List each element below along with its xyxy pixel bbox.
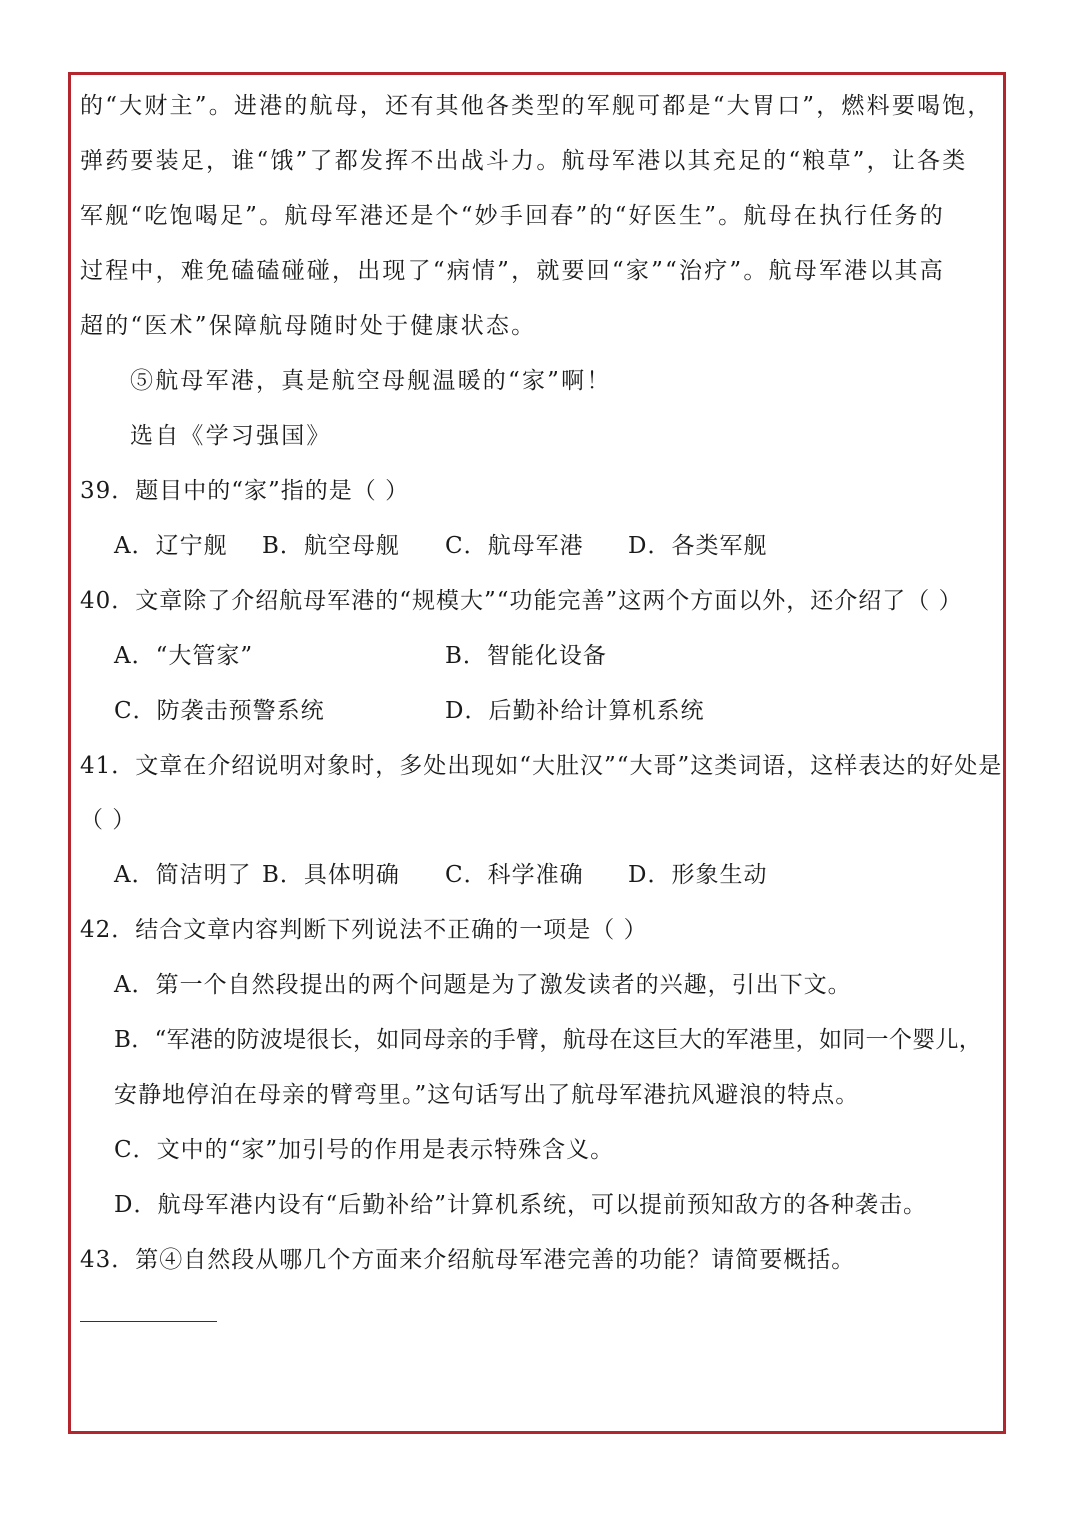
passage-line-4: 过程中，难免磕磕碰碰，出现了“病情”，就要回“家”“治疗”。航母军港以其高	[80, 258, 945, 284]
source-citation: 选自《学习强国》	[130, 423, 332, 449]
question-40-option-c: C．防袭击预警系统	[114, 698, 325, 724]
question-40-stem: 40．文章除了介绍航母军港的“规模大”“功能完善”这两个方面以外，还介绍了（ ）	[80, 588, 963, 614]
question-40-option-a: A．“大管家”	[114, 643, 254, 669]
question-41-option-d: D．形象生动	[628, 862, 768, 888]
passage-line-5: 超的“医术”保障航母随时处于健康状态。	[80, 313, 537, 339]
question-41-option-a: A．简洁明了	[114, 862, 252, 888]
question-42-option-b-continued: 安静地停泊在母亲的臂弯里。”这句话写出了航母军港抗风避浪的特点。	[114, 1082, 860, 1108]
question-39-option-d: D．各类军舰	[628, 533, 768, 559]
question-42-option-a: A．第一个自然段提出的两个问题是为了激发读者的兴趣，引出下文。	[114, 972, 852, 998]
passage-line-3: 军舰“吃饱喝足”。航母军港还是个“妙手回春”的“好医生”。航母在执行任务的	[80, 203, 945, 229]
question-43-stem: 43．第④自然段从哪几个方面来介绍航母军港完善的功能？请简要概括。	[80, 1247, 856, 1273]
question-42-option-c: C．文中的“家”加引号的作用是表示特殊含义。	[114, 1137, 615, 1163]
question-42-option-d: D．航母军港内设有“后勤补给”计算机系统，可以提前预知敌方的各种袭击。	[114, 1192, 927, 1218]
question-41-stem: 41．文章在介绍说明对象时，多处出现如“大肚汉”“大哥”这类词语，这样表达的好处是	[80, 753, 1003, 779]
question-42-option-b: B．“军港的防波堤很长，如同母亲的手臂，航母在这巨大的军港里，如同一个婴儿，	[114, 1027, 983, 1053]
question-39-option-b: B．航空母舰	[262, 533, 400, 559]
question-40-option-d: D．后勤补给计算机系统	[445, 698, 705, 724]
passage-line-2: 弹药要装足，谁“饿”了都发挥不出战斗力。航母军港以其充足的“粮草”，让各类	[80, 148, 968, 174]
question-41-option-c: C．科学准确	[445, 862, 584, 888]
paragraph-5: ⑤航母军港，真是航空母舰温暖的“家”啊！	[130, 368, 612, 394]
question-40-option-b: B．智能化设备	[445, 643, 607, 669]
answer-blank-line[interactable]	[80, 1321, 217, 1322]
question-39-option-a: A．辽宁舰	[114, 533, 228, 559]
question-41-stem-continued: （ ）	[80, 807, 137, 833]
question-42-stem: 42．结合文章内容判断下列说法不正确的一项是（ ）	[80, 917, 648, 943]
passage-line-1: 的“大财主”。进港的航母，还有其他各类型的军舰可都是“大胃口”，燃料要喝饱，	[80, 93, 993, 119]
question-39-stem: 39．题目中的“家”指的是（ ）	[80, 478, 410, 504]
question-39-option-c: C．航母军港	[445, 533, 584, 559]
question-41-option-b: B．具体明确	[262, 862, 400, 888]
